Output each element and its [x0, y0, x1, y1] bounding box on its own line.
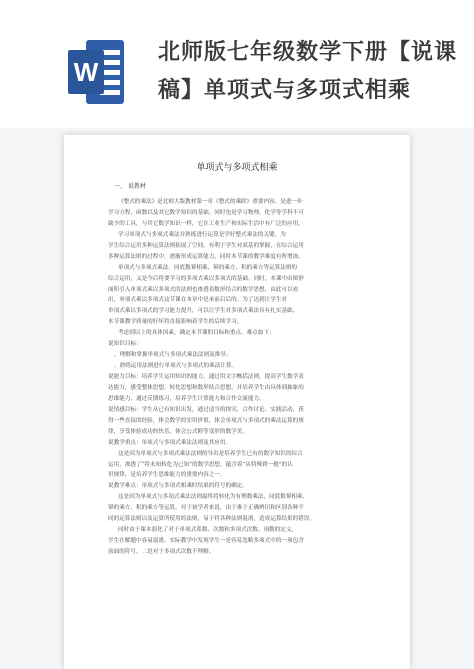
- body-line: 律，享受体验成功的快乐，体会公式附等变形的数学美。: [108, 428, 248, 435]
- page-title-line-2: 稿】单项式与多项式相乘: [158, 78, 412, 103]
- body-line: 多种运算法则的过程中，逐渐形成运算能力，同时本节课的教学难度有所增加。: [108, 253, 304, 260]
- document-title: 单项式与多项式相乘: [196, 163, 278, 173]
- word-doc-icon: [66, 38, 126, 106]
- page-header: [0, 0, 474, 128]
- body-line: 综合运用，又是今后将要学习的多项式乘以多项式的基础。同时，本课中由图形: [108, 275, 304, 282]
- body-line: 本节课教学质量的好坏将直接影响着学生的后续学习。: [108, 319, 243, 326]
- page-title: [158, 34, 458, 110]
- body-line: 《整式的乘法》是北师大版教材第一章《整式的乘除》重要内容，是进一步: [118, 199, 303, 205]
- body-line: 缺少的工具，与其它数学知识一样，它在工业生产和实际生活中有广泛的应用。: [108, 220, 304, 227]
- document-page: [64, 135, 410, 669]
- body-line: 说能力目标：培养学生运用知识的能力，通过用文字概括法则，提高学生数学表: [108, 374, 304, 380]
- body-line: 考虑到以上的具体因素，确定本节课的目标和重点、难点如下：: [118, 330, 275, 337]
- body-line: 说知识目标：: [108, 341, 142, 348]
- body-line: 说情感目标：学生从已有知识出发，通过适当的探究、合作讨论、实践活动，获: [108, 406, 304, 413]
- body-line: 面积引入单项式乘以多项式的法则也渗透着数形结合的数学思想，由此可以看: [108, 286, 299, 293]
- body-line: 单项式与多项式乘法，同底数幂相乘、幂的乘方、积的乘方等运算法则的: [118, 264, 298, 271]
- body-line: 前面的符号，二是对于多项式次数不理解。: [108, 549, 215, 555]
- body-line: 这是因为单项式与多项式乘法法则最终将转化为有理数乘法，同底数幂相乘、: [118, 494, 309, 501]
- body-line: 运用，渗透了“将未知转化为已知”的数学思想，蕴含着“从特殊到一般”的认: [108, 461, 293, 468]
- body-line: 学生综合运用多种运算法则拓展了空间，有利于学生对双基的掌握，在综合运用: [108, 242, 304, 249]
- word-icon-letter: W: [73, 57, 99, 87]
- section-heading: 一、 说教材: [114, 183, 146, 190]
- page-title-line-1: 北师版七年级数学下册【说课: [158, 40, 458, 65]
- body-line: 思维能力，通过反馈练习，培养学生计算能力和合作交流能力。: [108, 395, 265, 402]
- body-line: 学生在解题中容易混淆。实际教学中发现学生一是容易忽略多项式中的一项包含: [108, 538, 304, 545]
- body-line: 得一些直接的经验，体会数学的实用价值，体会单项式与多项式的乘法运算的规: [108, 417, 304, 424]
- body-line: 达能力，感受整体思想，转化思想和数形结合思想，并培养学生由具体到抽象的: [108, 384, 304, 391]
- document-body: [108, 197, 370, 558]
- body-line: 单项式乘以多项式的学习能力提升，可以让学生对多项式乘法具有扎实基础，: [108, 308, 299, 315]
- body-line: 同的运算法则以及运算所使用的法则，易于将各种法则混淆，造成运算结果的错误。: [108, 516, 315, 523]
- body-line: 、理解和掌握单项式与多项式乘法法则及推导。: [114, 352, 232, 359]
- body-line: 出，单项式乘以多项式这节课在本章中是承前启后的。为了达到让学生对: [108, 297, 288, 304]
- body-line: 识规律，是培养学生思维能力的重要内容之一。: [108, 472, 226, 479]
- body-line: 幂的乘方、积的乘方等运算。对于初学者来说，由于难于正确辨识和区别各种不: [108, 505, 304, 512]
- body-line: 学习方程、函数以及其它数学知识的基础。同时也是学习物理、化学等学科不可: [108, 209, 304, 216]
- body-line: 同时由于课本弱化了对于单项式系数、次数和多项式次数、项数的定义，: [118, 527, 298, 534]
- body-line: 说教学重点：单项式与多项式乘法法则及其应用。: [108, 439, 232, 446]
- body-line: 这是因为单项式与多项式乘法法则的导出是培养学生已有的数学知识的综合: [118, 450, 303, 457]
- body-line: 学习单项式与多项式乘法并熟练进行运算是学好整式乘法的关键，为: [118, 231, 286, 238]
- body-line: 说教学难点：单项式与多项式相乘时结果的符号的确定。: [108, 483, 248, 490]
- body-line: 、熟练运用法则进行单项式与多项式的乘法计算。: [114, 363, 238, 370]
